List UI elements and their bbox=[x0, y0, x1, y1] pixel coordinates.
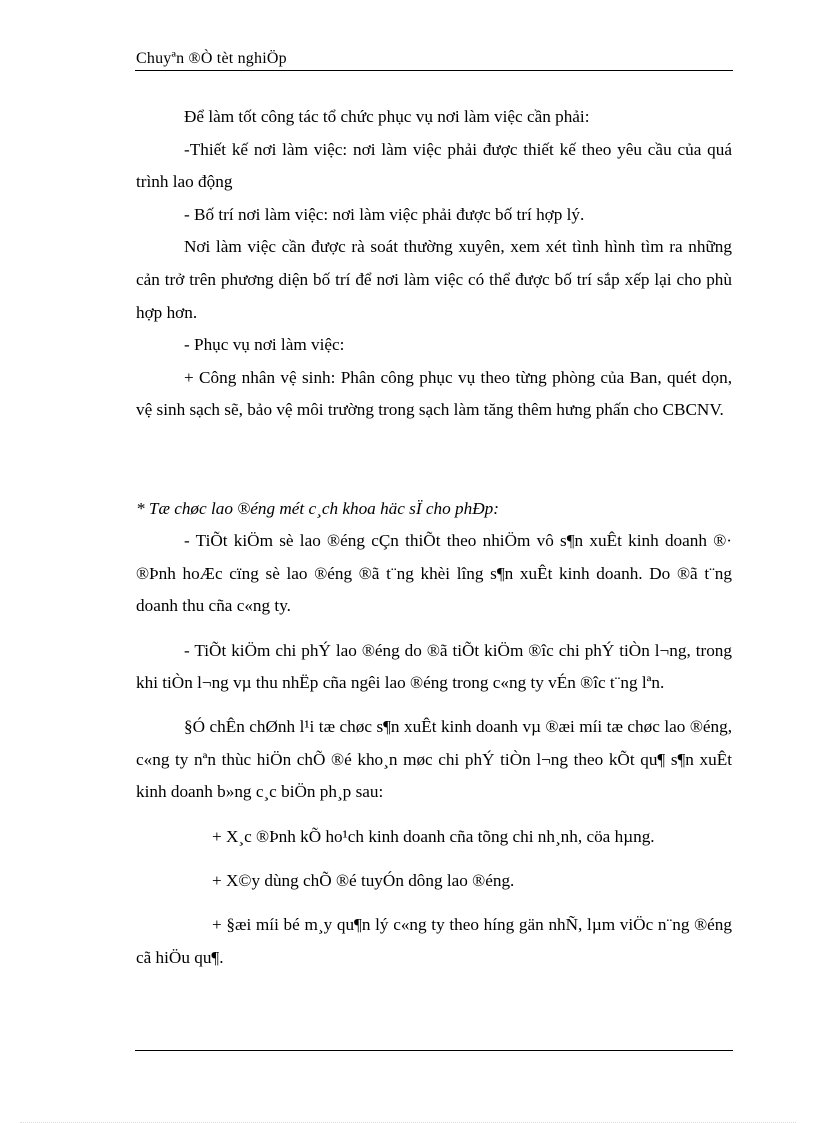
paragraph: Để làm tốt công tác tổ chức phục vụ nơi làm việc cần phải: bbox=[184, 107, 590, 126]
paragraph: -Thiết kế nơi làm việc: nơi làm việc phải được thiết kế theo yêu cầu của quá trình lao động bbox=[136, 139, 732, 192]
list-item: + X¸c ®Þnh kÕ ho¹ch kinh doanh cña tõng chi nh¸nh, cöa hµng. bbox=[212, 826, 655, 846]
paragraph: - Bố trí nơi làm việc: nơi làm việc phải được bố trí hợp lý. bbox=[184, 204, 585, 224]
header-rule bbox=[135, 70, 733, 71]
paragraph: - TiÕt kiÖm chi phÝ lao ®éng do ®ã tiÕt kiÖm ®îc chi phÝ tiÒn l¬ng, trong khi tiÒn l¬ng vµ thu nhËp cña ngêi lao ®éng trong c«ng ty vÉn ®îc t¨ng lªn. bbox=[136, 640, 732, 693]
list-item: + X©y dùng chÕ ®é tuyÓn dông lao ®éng. bbox=[212, 871, 515, 891]
list-item: + §æi míi bé m¸y qu¶n lý c«ng ty theo híng gän nhÑ, lµm viÖc n¨ng ®éng cã hiÖu qu¶. bbox=[136, 915, 732, 967]
paragraph: - TiÕt kiÖm sè lao ®éng cÇn thiÕt theo nhiÖm vô s¶n xuÊt kinh doanh ®· ®Þnh hoÆc cïng sè lao ®éng ®ã t¨ng khèi lîng s¶n xuÊt kinh doanh. Do ®ã t¨ng doanh thu cña c«ng ty. bbox=[136, 531, 732, 616]
paragraph: §Ó chÊn chØnh l¹i tæ chøc s¶n xuÊt kinh doanh vµ ®æi míi tæ chøc lao ®éng, c«ng ty nªn thùc hiÖn chÕ ®é kho¸n møc chi phÝ tiÒn l¬ng theo kÕt qu¶ s¶n xuÊt kinh doanh b»ng c¸c biÖn ph¸p sau: bbox=[136, 717, 732, 802]
section-labor-organization bbox=[136, 493, 732, 974]
page-header-title: Chuyªn ®Ò tèt nghiÖp bbox=[136, 50, 287, 67]
section-workplace-service bbox=[136, 101, 732, 427]
section-heading: * Tæ chøc lao ®éng mét c¸ch khoa häc sÏ cho phÐp: bbox=[136, 499, 499, 518]
paragraph: + Công nhân vệ sinh: Phân công phục vụ theo từng phòng của Ban, quét dọn, vệ sinh sạch sẽ, bảo vệ môi trường trong sạch làm tăng thêm hưng phấn cho CBCNV. bbox=[136, 367, 732, 420]
paragraph: Nơi làm việc cần được rà soát thường xuyên, xem xét tình hình tìm ra những cản trở trên phương diện bố trí để nơi làm việc có thể được bố trí sắp xếp lại cho phù hợp hơn. bbox=[136, 237, 732, 322]
footer-rule bbox=[135, 1050, 733, 1051]
paragraph: - Phục vụ nơi làm việc: bbox=[184, 335, 345, 355]
